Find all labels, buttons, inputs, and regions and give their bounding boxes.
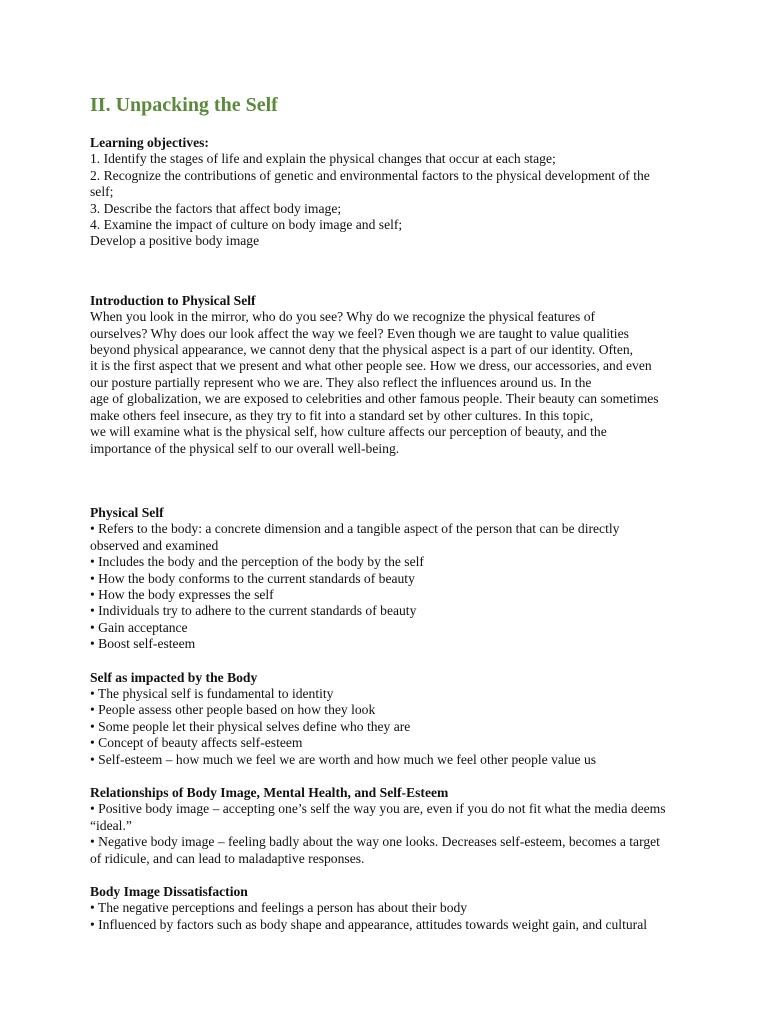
bullet-item: • The physical self is fundamental to identity bbox=[90, 685, 334, 701]
objective-item: Develop a positive body image bbox=[90, 233, 260, 249]
bullet-item: • People assess other people based on how they look bbox=[90, 702, 376, 718]
objective-item: self; bbox=[90, 184, 114, 200]
bullet-item: • How the body expresses the self bbox=[90, 586, 274, 602]
bullet-item: • Positive body image – accepting one’s self the way you are, even if you do not fit what the media deems bbox=[90, 801, 666, 817]
bullet-item: • Self-esteem – how much we feel we are worth and how much we feel other people value us bbox=[90, 751, 597, 767]
objective-item: 1. Identify the stages of life and explain the physical changes that occur at each stage; bbox=[90, 151, 556, 167]
paragraph-line: make others feel insecure, as they try to fit into a standard set by other cultures. In this topic, bbox=[90, 407, 594, 423]
physical-self-heading: Physical Self bbox=[90, 504, 164, 520]
paragraph-line: our posture partially represent who we are. They also reflect the influences around us. In the bbox=[90, 374, 592, 390]
spacer bbox=[90, 457, 690, 505]
learning-objectives-heading: Learning objectives: bbox=[90, 135, 209, 150]
bullet-item: • Includes the body and the perception of the body by the self bbox=[90, 554, 424, 570]
bullet-item: • Some people let their physical selves define who they are bbox=[90, 718, 411, 734]
paragraph-line: age of globalization, we are exposed to celebrities and other famous people. Their beauty can sometimes bbox=[90, 391, 659, 407]
dissatisfaction-section bbox=[90, 884, 690, 933]
paragraph-line: beyond physical appearance, we cannot deny that the physical aspect is a part of our identity. Often, bbox=[90, 342, 634, 358]
bullet-item: • How the body conforms to the current standards of beauty bbox=[90, 570, 415, 586]
objective-item: 4. Examine the impact of culture on body image and self; bbox=[90, 217, 403, 233]
bullet-item: of ridicule, and can lead to maladaptive responses. bbox=[90, 850, 365, 866]
spacer bbox=[90, 653, 690, 670]
introduction-heading: Introduction to Physical Self bbox=[90, 292, 256, 308]
bullet-item: • Negative body image – feeling badly about the way one looks. Decreases self-esteem, becomes a target bbox=[90, 834, 660, 850]
relationships-section bbox=[90, 785, 690, 867]
relationships-heading: Relationships of Body Image, Mental Health, and Self-Esteem bbox=[90, 785, 449, 800]
paragraph-line: When you look in the mirror, who do you see? Why do we recognize the physical features of bbox=[90, 309, 596, 325]
paragraph-line: ourselves? Why does our look affect the way we feel? Even though we are taught to value qualities bbox=[90, 325, 629, 341]
introduction-section bbox=[90, 293, 690, 457]
physical-self-section bbox=[90, 505, 690, 653]
bullet-item: observed and examined bbox=[90, 537, 219, 553]
bullet-item: • The negative perceptions and feelings a person has about their body bbox=[90, 900, 468, 916]
spacer bbox=[90, 768, 690, 785]
bullet-item: • Gain acceptance bbox=[90, 619, 188, 635]
bullet-item: • Influenced by factors such as body shape and appearance, attitudes towards weight gain, and cultural bbox=[90, 916, 647, 932]
bullet-item: • Concept of beauty affects self-esteem bbox=[90, 735, 303, 751]
document-page bbox=[90, 92, 690, 933]
bullet-item: • Refers to the body: a concrete dimension and a tangible aspect of the person that can be directly bbox=[90, 521, 620, 537]
spacer bbox=[90, 867, 690, 884]
paragraph-line: importance of the physical self to our overall well-being. bbox=[90, 440, 400, 456]
bullet-item: • Boost self-esteem bbox=[90, 636, 196, 652]
dissatisfaction-heading: Body Image Dissatisfaction bbox=[90, 884, 248, 900]
bullet-item: “ideal.” bbox=[90, 817, 132, 833]
self-impacted-heading: Self as impacted by the Body bbox=[90, 669, 258, 685]
paragraph-line: we will examine what is the physical self, how culture affects our perception of beauty, and the bbox=[90, 424, 607, 440]
page-title: II. Unpacking the Self bbox=[90, 94, 278, 116]
spacer bbox=[90, 250, 690, 293]
bullet-item: • Individuals try to adhere to the current standards of beauty bbox=[90, 603, 417, 619]
objective-item: 2. Recognize the contributions of genetic and environmental factors to the physical development of the bbox=[90, 167, 650, 183]
paragraph-line: it is the first aspect that we present and what other people see. How we dress, our accessories, and even bbox=[90, 358, 652, 374]
self-impacted-section bbox=[90, 670, 690, 768]
objective-item: 3. Describe the factors that affect body image; bbox=[90, 200, 342, 216]
learning-objectives-section bbox=[90, 135, 690, 250]
